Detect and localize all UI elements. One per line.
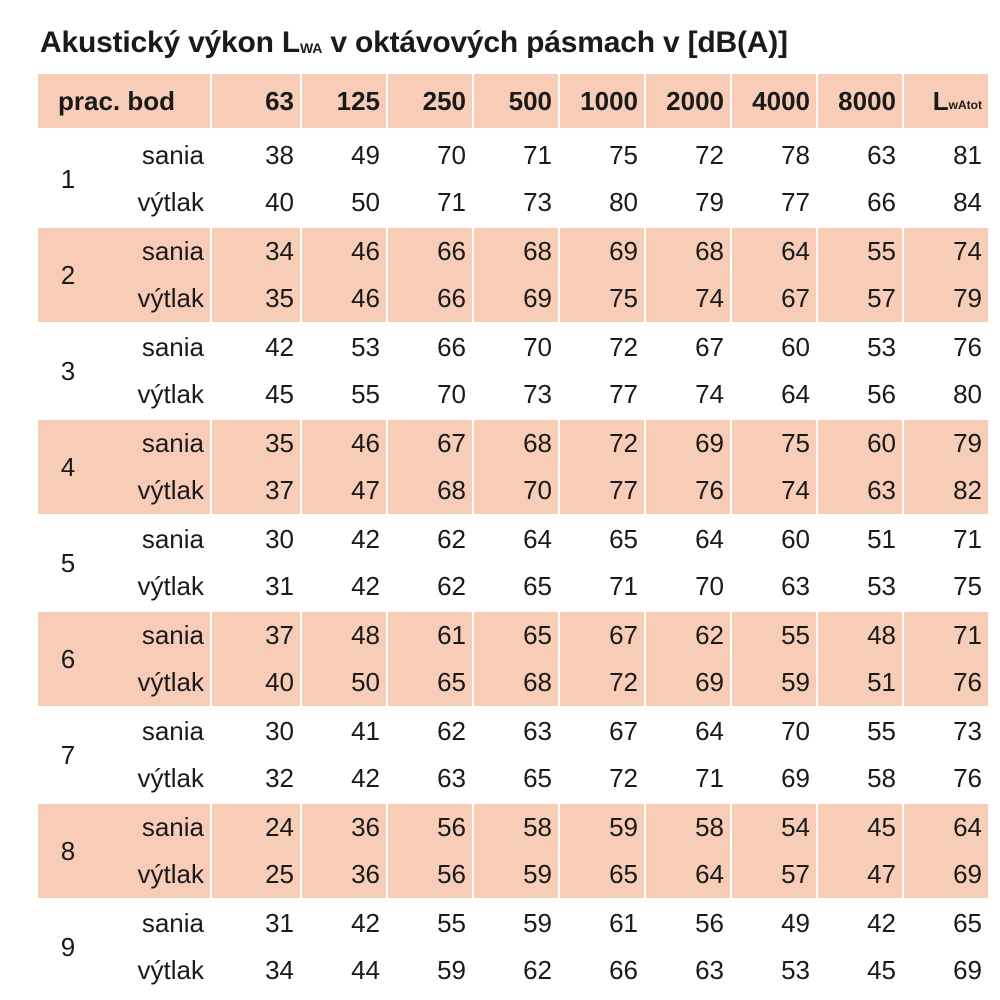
band-value-cell: 42 [867, 908, 896, 938]
band-value-cell: 72 [560, 659, 644, 706]
band-value-cell: 61 [388, 612, 472, 659]
band-value-cell: 65 [560, 851, 644, 898]
band-value-cell: 48 [818, 612, 902, 659]
total-value-cell: 76 [953, 763, 982, 793]
band-value-cell: 41 [351, 716, 380, 746]
band-value-cell: 67 [695, 332, 724, 362]
band-value-cell: 69 [646, 420, 730, 467]
header-total-sub: wAtot [948, 98, 982, 112]
band-value-cell: 79 [695, 187, 724, 217]
band-value-cell: 32 [265, 763, 294, 793]
band-value-cell: 72 [695, 140, 724, 170]
total-value-cell: 73 [953, 716, 982, 746]
band-value-cell: 42 [351, 571, 380, 601]
row-label-block [38, 804, 210, 898]
band-value-cell: 42 [351, 524, 380, 554]
line-label: sania [141, 908, 204, 938]
band-value-cell: 34 [265, 955, 294, 985]
header-band: 63 [212, 74, 300, 128]
line-label: výtlak [137, 955, 204, 985]
total-value-cell: 79 [904, 420, 988, 467]
total-value-cell: 79 [904, 275, 988, 322]
band-value-cell: 65 [474, 612, 558, 659]
band-value-cell: 69 [560, 228, 644, 275]
row-label-block [38, 420, 210, 514]
line-label: sania [141, 716, 204, 746]
band-value-cell: 64 [695, 524, 724, 554]
band-value-cell: 57 [818, 275, 902, 322]
band-value-cell: 64 [732, 228, 816, 275]
total-value-cell: 65 [953, 908, 982, 938]
band-value-cell: 60 [818, 420, 902, 467]
header-band: 8000 [818, 74, 902, 128]
band-value-cell: 56 [867, 379, 896, 409]
band-value-cell: 55 [818, 228, 902, 275]
band-value-cell: 55 [732, 612, 816, 659]
total-value-cell: 76 [953, 332, 982, 362]
band-value-cell: 36 [302, 804, 386, 851]
band-value-cell: 42 [351, 763, 380, 793]
table-title [40, 26, 788, 60]
band-value-cell: 75 [732, 420, 816, 467]
band-value-cell: 59 [732, 659, 816, 706]
total-value-cell: 71 [953, 524, 982, 554]
line-label: sania [141, 236, 204, 266]
band-value-cell: 66 [388, 275, 472, 322]
band-value-cell: 70 [437, 140, 466, 170]
band-value-cell: 31 [265, 908, 294, 938]
line-label: sania [141, 140, 204, 170]
band-value-cell: 36 [302, 851, 386, 898]
band-value-cell: 42 [351, 908, 380, 938]
band-value-cell: 53 [781, 955, 810, 985]
band-value-cell: 42 [265, 332, 294, 362]
band-value-cell: 63 [818, 467, 902, 514]
header-total [904, 74, 988, 128]
band-value-cell: 62 [437, 716, 466, 746]
band-value-cell: 37 [212, 467, 300, 514]
band-value-cell: 65 [523, 763, 552, 793]
header-band: 1000 [560, 74, 644, 128]
line-label: výtlak [137, 763, 204, 793]
band-value-cell: 64 [523, 524, 552, 554]
header-point: prac. bod [38, 74, 210, 128]
row-label-block [38, 516, 210, 610]
line-label: výtlak [137, 379, 204, 409]
header-band: 4000 [732, 74, 816, 128]
band-value-cell: 76 [646, 467, 730, 514]
band-value-cell: 50 [302, 659, 386, 706]
band-value-cell: 51 [818, 659, 902, 706]
header-band: 250 [388, 74, 472, 128]
band-value-cell: 65 [523, 571, 552, 601]
total-value-cell: 76 [904, 659, 988, 706]
band-value-cell: 66 [867, 187, 896, 217]
band-value-cell: 64 [695, 716, 724, 746]
band-value-cell: 63 [695, 955, 724, 985]
band-value-cell: 68 [474, 659, 558, 706]
band-value-cell: 68 [474, 228, 558, 275]
band-value-cell: 35 [212, 420, 300, 467]
band-value-cell: 67 [388, 420, 472, 467]
total-value-cell: 80 [953, 379, 982, 409]
band-value-cell: 78 [781, 140, 810, 170]
band-value-cell: 62 [646, 612, 730, 659]
band-value-cell: 65 [609, 524, 638, 554]
total-value-cell: 74 [904, 228, 988, 275]
band-value-cell: 48 [302, 612, 386, 659]
band-value-cell: 70 [474, 467, 558, 514]
band-value-cell: 60 [781, 332, 810, 362]
band-value-cell: 47 [302, 467, 386, 514]
operating-point: 3 [60, 355, 76, 386]
acoustic-power-table [38, 74, 982, 994]
band-value-cell: 77 [560, 467, 644, 514]
band-value-cell: 62 [437, 524, 466, 554]
band-value-cell: 80 [609, 187, 638, 217]
band-value-cell: 69 [474, 275, 558, 322]
band-value-cell: 63 [867, 140, 896, 170]
total-value-cell: 75 [953, 571, 982, 601]
total-value-cell: 64 [904, 804, 988, 851]
band-value-cell: 46 [302, 275, 386, 322]
band-value-cell: 73 [523, 379, 552, 409]
band-value-cell: 56 [388, 851, 472, 898]
band-value-cell: 62 [523, 955, 552, 985]
band-value-cell: 51 [867, 524, 896, 554]
band-value-cell: 58 [867, 763, 896, 793]
band-value-cell: 69 [646, 659, 730, 706]
band-value-cell: 70 [695, 571, 724, 601]
band-value-cell: 75 [609, 140, 638, 170]
band-value-cell: 37 [212, 612, 300, 659]
band-value-cell: 63 [523, 716, 552, 746]
band-value-cell: 60 [781, 524, 810, 554]
line-label: výtlak [137, 283, 204, 313]
band-value-cell: 56 [695, 908, 724, 938]
band-value-cell: 58 [646, 804, 730, 851]
band-value-cell: 58 [474, 804, 558, 851]
title-subscript: WA [300, 40, 323, 56]
band-value-cell: 34 [212, 228, 300, 275]
band-value-cell: 66 [388, 228, 472, 275]
header-band: 2000 [646, 74, 730, 128]
band-value-cell: 53 [867, 571, 896, 601]
line-label: sania [141, 812, 204, 842]
operating-point: 1 [60, 163, 76, 194]
band-value-cell: 55 [867, 716, 896, 746]
band-value-cell: 74 [732, 467, 816, 514]
header-band: 125 [302, 74, 386, 128]
band-value-cell: 75 [560, 275, 644, 322]
line-label: výtlak [137, 187, 204, 217]
band-value-cell: 55 [437, 908, 466, 938]
row-label-block [38, 612, 210, 706]
band-value-cell: 53 [867, 332, 896, 362]
band-value-cell: 72 [609, 763, 638, 793]
band-value-cell: 40 [265, 187, 294, 217]
band-value-cell: 56 [388, 804, 472, 851]
total-value-cell: 69 [904, 851, 988, 898]
band-value-cell: 72 [609, 332, 638, 362]
band-value-cell: 53 [351, 332, 380, 362]
operating-point: 2 [60, 259, 76, 290]
band-value-cell: 40 [212, 659, 300, 706]
band-value-cell: 64 [781, 379, 810, 409]
band-value-cell: 54 [732, 804, 816, 851]
row-label-block [38, 324, 210, 418]
band-value-cell: 24 [212, 804, 300, 851]
total-value-cell: 71 [904, 612, 988, 659]
line-label: výtlak [137, 571, 204, 601]
row-label-block [38, 708, 210, 802]
band-value-cell: 30 [265, 524, 294, 554]
line-label: výtlak [137, 667, 204, 697]
band-value-cell: 66 [437, 332, 466, 362]
line-label: sania [141, 620, 204, 650]
band-value-cell: 62 [437, 571, 466, 601]
band-value-cell: 47 [818, 851, 902, 898]
band-value-cell: 63 [781, 571, 810, 601]
band-value-cell: 77 [609, 379, 638, 409]
operating-point: 6 [60, 643, 76, 674]
band-value-cell: 71 [695, 763, 724, 793]
band-value-cell: 71 [437, 187, 466, 217]
band-value-cell: 65 [388, 659, 472, 706]
band-value-cell: 64 [646, 851, 730, 898]
row-label-block [38, 228, 210, 322]
total-value-cell: 69 [953, 955, 982, 985]
band-value-cell: 46 [302, 420, 386, 467]
band-value-cell: 61 [609, 908, 638, 938]
band-value-cell: 49 [781, 908, 810, 938]
band-value-cell: 31 [265, 571, 294, 601]
band-value-cell: 50 [351, 187, 380, 217]
band-value-cell: 74 [646, 275, 730, 322]
line-label: výtlak [137, 859, 204, 889]
operating-point: 8 [60, 835, 76, 866]
band-value-cell: 44 [351, 955, 380, 985]
band-value-cell: 68 [646, 228, 730, 275]
band-value-cell: 30 [265, 716, 294, 746]
band-value-cell: 35 [212, 275, 300, 322]
band-value-cell: 70 [781, 716, 810, 746]
total-value-cell: 84 [953, 187, 982, 217]
band-value-cell: 59 [474, 851, 558, 898]
band-value-cell: 74 [695, 379, 724, 409]
band-value-cell: 59 [437, 955, 466, 985]
band-value-cell: 49 [351, 140, 380, 170]
band-value-cell: 71 [523, 140, 552, 170]
band-value-cell: 63 [437, 763, 466, 793]
band-value-cell: 45 [265, 379, 294, 409]
band-value-cell: 67 [609, 716, 638, 746]
band-value-cell: 46 [302, 228, 386, 275]
band-value-cell: 67 [732, 275, 816, 322]
total-value-cell: 82 [904, 467, 988, 514]
band-value-cell: 25 [212, 851, 300, 898]
line-label: sania [141, 332, 204, 362]
line-label: sania [141, 428, 204, 458]
band-value-cell: 57 [732, 851, 816, 898]
band-value-cell: 59 [523, 908, 552, 938]
band-value-cell: 71 [609, 571, 638, 601]
band-value-cell: 67 [560, 612, 644, 659]
header-total-main: L [932, 85, 949, 116]
total-value-cell: 81 [953, 140, 982, 170]
band-value-cell: 68 [474, 420, 558, 467]
operating-point: 4 [60, 451, 76, 482]
band-value-cell: 70 [437, 379, 466, 409]
band-value-cell: 72 [560, 420, 644, 467]
operating-point: 9 [60, 931, 76, 962]
band-value-cell: 70 [523, 332, 552, 362]
band-value-cell: 68 [388, 467, 472, 514]
header-band: 500 [474, 74, 558, 128]
band-value-cell: 45 [867, 955, 896, 985]
line-label: sania [141, 524, 204, 554]
band-value-cell: 73 [523, 187, 552, 217]
band-value-cell: 66 [609, 955, 638, 985]
row-label-block [38, 900, 210, 994]
row-label-block [38, 132, 210, 226]
title-text: Akustický výkon L [40, 26, 301, 59]
band-value-cell: 38 [265, 140, 294, 170]
operating-point: 5 [60, 547, 76, 578]
band-value-cell: 59 [560, 804, 644, 851]
title-suffix: v oktávových pásmach v [dB(A)] [322, 26, 788, 59]
line-label: výtlak [137, 475, 204, 505]
band-value-cell: 69 [781, 763, 810, 793]
band-value-cell: 45 [818, 804, 902, 851]
band-value-cell: 77 [781, 187, 810, 217]
band-value-cell: 55 [351, 379, 380, 409]
operating-point: 7 [60, 739, 76, 770]
